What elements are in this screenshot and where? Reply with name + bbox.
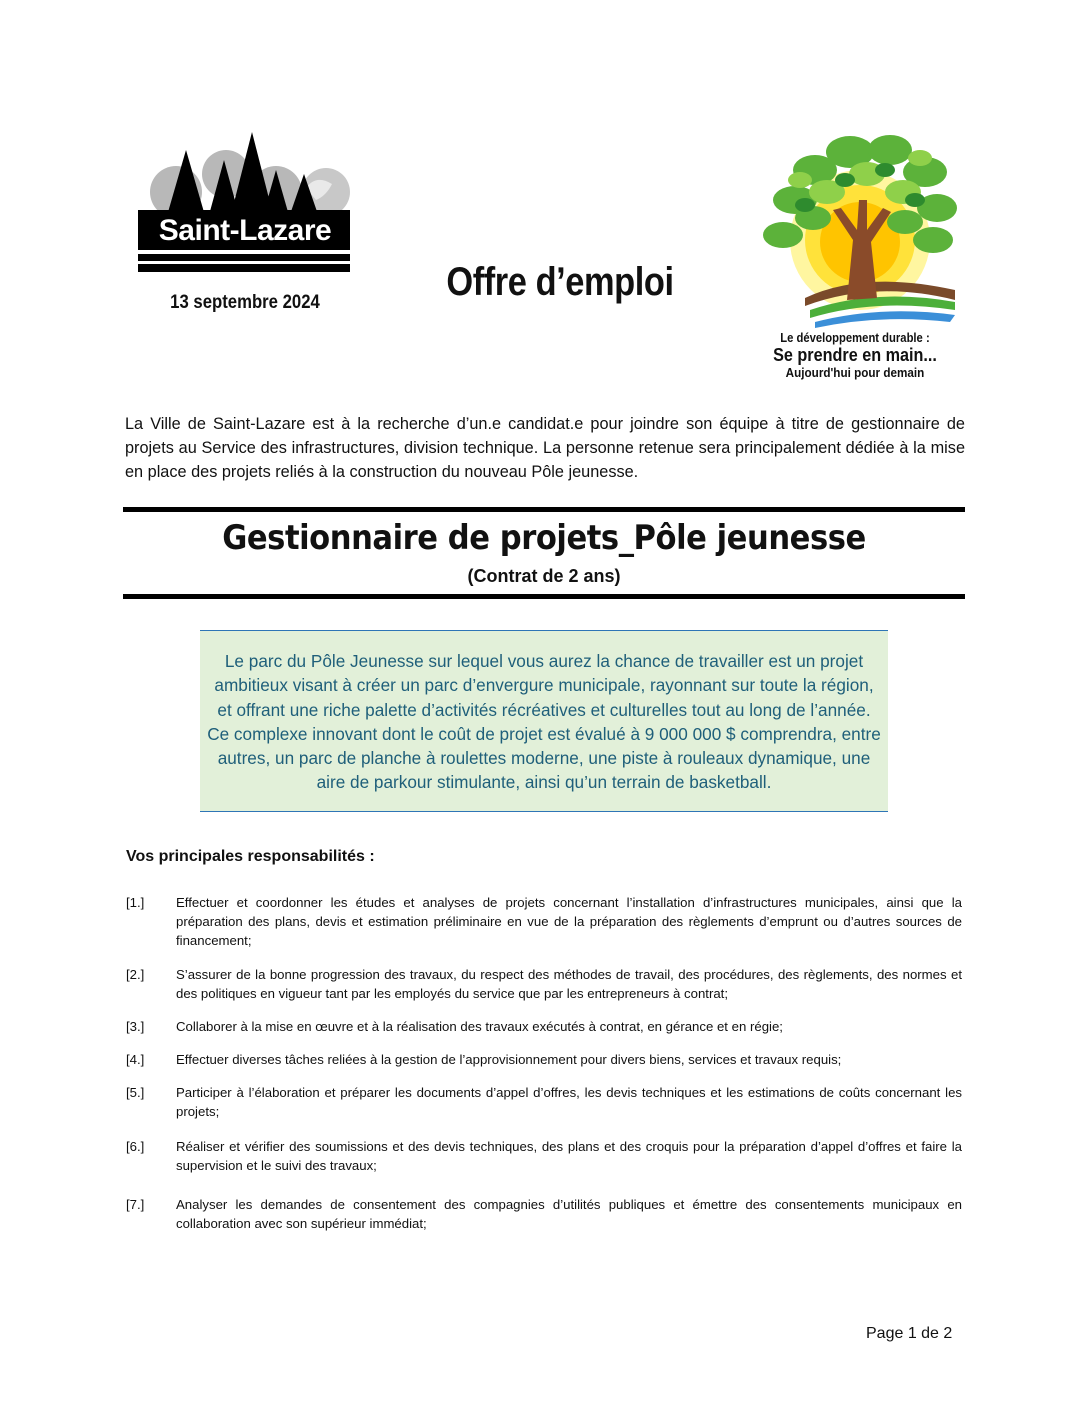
intro-paragraph: La Ville de Saint-Lazare est à la recherche d’un.e candidat.e pour joindre son équipe à titre de gestionnaire de projets au Service des infrastructures, division technique. La personne retenue sera principalement dédiée à la mise en place des projets reliés à la construction du nouveau Pôle jeunesse. [125,415,965,481]
project-description: Le parc du Pôle Jeunesse sur lequel vous aurez la chance de travailler est un projet ambitieux visant à créer un parc d’envergure municipale, rayonnant sur toute la région, et offrant une riche palette d’activités récréatives et culturelles tout au long de l’année. Ce complexe innovant dont le coût de projet est évalué à 9 000 000 $ comprendra, entre autres, un parc de planche à roulettes moderne, une piste à rouleaux dynamique, une aire de parkour stimulante, ainsi qu’un terrain de basketball. [207,651,881,793]
responsibilities-heading: Vos principales responsabilités : [126,848,375,865]
posting-date: 13 septembre 2024 [170,292,320,313]
slogan-line-3: Aujourd'hui pour demain [785,364,925,380]
slogan-line-2: Se prendre en main... [773,344,937,365]
sustainability-slogan [740,332,970,380]
item-number: [2.] [126,967,145,982]
page-title: Offre d’emploi [446,260,674,304]
title-bottom-rule [123,594,965,599]
item-text: S’assurer de la bonne progression des travaux, du respect des méthodes de travail, des procédures, des règlements, des normes et des politiques en vigueur tant par les employés du service que par les entrepreneurs à contrat; [176,967,962,1001]
item-number: [5.] [126,1085,145,1100]
sustainable-development-tree-icon [755,130,960,330]
job-contract-duration: (Contrat de 2 ans) [467,566,621,586]
item-number: [4.] [126,1052,145,1067]
job-title: Gestionnaire de projets_Pôle jeunesse [222,518,866,558]
project-highlight-box [200,630,888,812]
item-number: [1.] [126,895,145,910]
item-number: [3.] [126,1019,145,1034]
item-number: [6.] [126,1139,145,1154]
item-number: [7.] [126,1197,145,1212]
item-text: Collaborer à la mise en œuvre et à la réalisation des travaux exécutés à contrat, en gérance et en régie; [176,1019,783,1034]
item-text: Analyser les demandes de consentement des compagnies d’utilités publiques et émettre des consentements municipaux en collaboration avec son supérieur immédiat; [176,1197,962,1231]
item-text: Effectuer et coordonner les études et analyses de projets concernant l’installation d’infrastructures municipales, ainsi que la préparation des plans, devis et estimation préliminaire en vue de la préparation des règlements d’emprunt ou d’autres sources de financement; [176,895,962,948]
logo-graphic [136,130,352,280]
item-text: Participer à l’élaboration et préparer les documents d’appel d’offres, les devis techniques et les estimations de coûts concernant les projets; [176,1085,962,1119]
page-number: Page 1 de 2 [866,1325,953,1342]
logo-wordmark: Saint-Lazare [158,214,332,247]
item-text: Effectuer diverses tâches reliées à la gestion de l’approvisionnement pour divers biens, services et travaux requis; [176,1052,842,1067]
saint-lazare-logo [136,130,352,280]
item-text: Réaliser et vérifier des soumissions et des devis techniques, des plans et des croquis pour la préparation d’appel d’offres et faire la supervision et le suivi des travaux; [176,1139,962,1173]
title-top-rule [123,507,965,512]
slogan-line-1: Le développement durable : [780,331,930,345]
